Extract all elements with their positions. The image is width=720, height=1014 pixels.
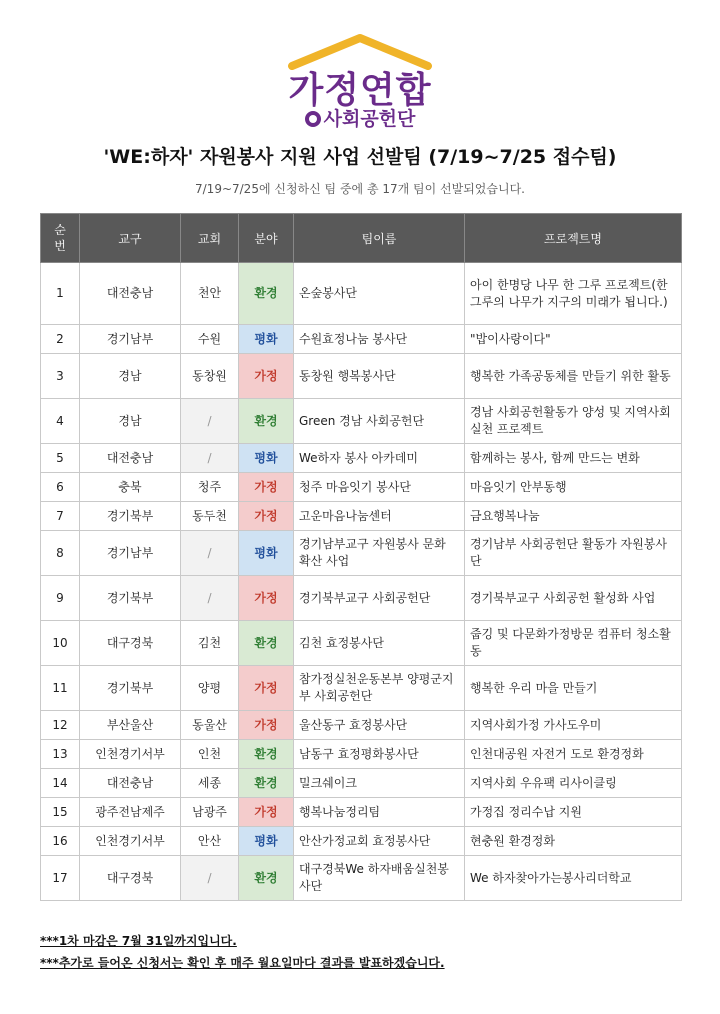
table-row (41, 502, 682, 531)
cell-church: 인천 (181, 740, 239, 769)
cell-district: 대구경북 (80, 856, 181, 901)
cell-district: 대전충남 (80, 444, 181, 473)
cell-team: 참가정실천운동본부 양평군지부 사회공헌단 (294, 666, 465, 711)
cell-team: 밀크쉐이크 (294, 769, 465, 798)
cell-team: 대구경북We 하자배움실천봉사단 (294, 856, 465, 901)
cell-project: 아이 한명당 나무 한 그루 프로젝트(한 그루의 나무가 지구의 미래가 됩니다.) (465, 263, 682, 325)
cell-church: 동창원 (181, 354, 239, 399)
cell-num: 11 (41, 666, 80, 711)
cell-district: 대구경북 (80, 621, 181, 666)
cell-num: 4 (41, 399, 80, 444)
cell-project: 지역사회가정 가사도우미 (465, 711, 682, 740)
cell-area: 가정 (239, 666, 294, 711)
cell-num: 10 (41, 621, 80, 666)
cell-area: 가정 (239, 473, 294, 502)
table-row (41, 856, 682, 901)
cell-project: 경남 사회공헌활동가 양성 및 지역사회 실천 프로젝트 (465, 399, 682, 444)
cell-project: 인천대공원 자전거 도로 환경정화 (465, 740, 682, 769)
table-header-row (41, 214, 682, 263)
cell-team: 동창원 행복봉사단 (294, 354, 465, 399)
cell-area: 환경 (239, 740, 294, 769)
header-district: 교구 (80, 214, 181, 263)
table-row (41, 621, 682, 666)
cell-area: 가정 (239, 798, 294, 827)
cell-area: 환경 (239, 399, 294, 444)
table-row (41, 711, 682, 740)
table-row (41, 576, 682, 621)
page-subtitle: 7/19~7/25에 신청하신 팀 중에 총 17개 팀이 선발되었습니다. (195, 182, 525, 196)
cell-district: 충북 (80, 473, 181, 502)
table-row (41, 263, 682, 325)
table-row (41, 325, 682, 354)
cell-num: 12 (41, 711, 80, 740)
cell-church: 천안 (181, 263, 239, 325)
cell-team: 안산가정교회 효정봉사단 (294, 827, 465, 856)
cell-area: 평화 (239, 444, 294, 473)
table-row (41, 769, 682, 798)
brand-sub-text: 사회공헌단 (323, 108, 416, 130)
cell-num: 5 (41, 444, 80, 473)
cell-project: 행복한 가족공동체를 만들기 위한 활동 (465, 354, 682, 399)
cell-project: "밥이사랑이다" (465, 325, 682, 354)
cell-num: 9 (41, 576, 80, 621)
cell-num: 17 (41, 856, 80, 901)
cell-church: 세종 (181, 769, 239, 798)
table-row (41, 473, 682, 502)
emblem-icon (305, 111, 321, 127)
cell-church: 안산 (181, 827, 239, 856)
cell-church: 수원 (181, 325, 239, 354)
cell-area: 환경 (239, 263, 294, 325)
brand-subtitle (0, 104, 720, 131)
header-church: 교회 (181, 214, 239, 263)
cell-district: 경기북부 (80, 576, 181, 621)
cell-district: 경기남부 (80, 531, 181, 576)
cell-church: / (181, 576, 239, 621)
cell-area: 평화 (239, 531, 294, 576)
cell-project: 금요행복나눔 (465, 502, 682, 531)
table-row (41, 740, 682, 769)
cell-project: 가정집 정리수납 지원 (465, 798, 682, 827)
cell-district: 인천경기서부 (80, 740, 181, 769)
table-row (41, 399, 682, 444)
cell-district: 대전충남 (80, 263, 181, 325)
cell-district: 경기남부 (80, 325, 181, 354)
cell-church: / (181, 856, 239, 901)
cell-project: 행복한 우리 마을 만들기 (465, 666, 682, 711)
table-row (41, 354, 682, 399)
cell-project: 경기남부 사회공헌단 활동가 자원봉사단 (465, 531, 682, 576)
cell-team: 수원효정나눔 봉사단 (294, 325, 465, 354)
table-body (41, 263, 682, 901)
cell-church: 양평 (181, 666, 239, 711)
cell-num: 16 (41, 827, 80, 856)
cell-area: 가정 (239, 576, 294, 621)
brand-name: 가정연합 (288, 70, 432, 111)
cell-area: 가정 (239, 502, 294, 531)
cell-num: 13 (41, 740, 80, 769)
cell-team: 경기북부교구 사회공헌단 (294, 576, 465, 621)
cell-team: 울산동구 효정봉사단 (294, 711, 465, 740)
cell-area: 환경 (239, 621, 294, 666)
note-announcement: ***추가로 들어온 신청서는 확인 후 매주 월요일마다 결과를 발표하겠습니다. (40, 956, 445, 970)
cell-project: 지역사회 우유팩 리사이클링 (465, 769, 682, 798)
cell-project: We 하자찾아가는봉사리더학교 (465, 856, 682, 901)
cell-team: 온숲봉사단 (294, 263, 465, 325)
cell-church: / (181, 399, 239, 444)
cell-district: 경기북부 (80, 666, 181, 711)
cell-project: 마음잇기 안부동행 (465, 473, 682, 502)
cell-project: 경기북부교구 사회공헌 활성화 사업 (465, 576, 682, 621)
cell-num: 14 (41, 769, 80, 798)
cell-team: Green 경남 사회공헌단 (294, 399, 465, 444)
cell-num: 15 (41, 798, 80, 827)
cell-church: 동울산 (181, 711, 239, 740)
cell-district: 광주전남제주 (80, 798, 181, 827)
cell-church: 동두천 (181, 502, 239, 531)
cell-church: 청주 (181, 473, 239, 502)
header-num: 순 번 (41, 214, 80, 263)
cell-project: 줍깅 및 다문화가정방문 컴퓨터 청소활동 (465, 621, 682, 666)
cell-area: 평화 (239, 325, 294, 354)
table-row (41, 444, 682, 473)
page-title: 'WE:하자' 자원봉사 지원 사업 선발팀 (7/19~7/25 접수팀) (103, 146, 617, 168)
cell-team: We하자 봉사 아카데미 (294, 444, 465, 473)
cell-team: 남동구 효정평화봉사단 (294, 740, 465, 769)
header-project: 프로젝트명 (465, 214, 682, 263)
cell-team: 행복나눔정리팀 (294, 798, 465, 827)
cell-church: / (181, 531, 239, 576)
cell-project: 함께하는 봉사, 함께 만드는 변화 (465, 444, 682, 473)
cell-area: 가정 (239, 354, 294, 399)
cell-num: 8 (41, 531, 80, 576)
cell-district: 대전충남 (80, 769, 181, 798)
cell-district: 경남 (80, 399, 181, 444)
note-deadline: ***1차 마감은 7월 31일까지입니다. (40, 934, 237, 948)
cell-num: 7 (41, 502, 80, 531)
cell-team: 김천 효정봉사단 (294, 621, 465, 666)
cell-area: 환경 (239, 769, 294, 798)
header-area: 분야 (239, 214, 294, 263)
notes (40, 930, 445, 974)
cell-district: 부산울산 (80, 711, 181, 740)
table-row (41, 531, 682, 576)
cell-church: 김천 (181, 621, 239, 666)
cell-church: / (181, 444, 239, 473)
selection-table (40, 213, 682, 901)
cell-area: 가정 (239, 711, 294, 740)
table-row (41, 666, 682, 711)
cell-num: 3 (41, 354, 80, 399)
cell-project: 현충원 환경정화 (465, 827, 682, 856)
cell-num: 2 (41, 325, 80, 354)
cell-district: 경남 (80, 354, 181, 399)
cell-district: 인천경기서부 (80, 827, 181, 856)
table-row (41, 827, 682, 856)
header-team: 팀이름 (294, 214, 465, 263)
cell-church: 남광주 (181, 798, 239, 827)
cell-area: 평화 (239, 827, 294, 856)
cell-num: 1 (41, 263, 80, 325)
cell-team: 청주 마음잇기 봉사단 (294, 473, 465, 502)
cell-num: 6 (41, 473, 80, 502)
table-row (41, 798, 682, 827)
cell-district: 경기북부 (80, 502, 181, 531)
cell-area: 환경 (239, 856, 294, 901)
cell-team: 경기남부교구 자원봉사 문화 확산 사업 (294, 531, 465, 576)
cell-team: 고운마음나눔센터 (294, 502, 465, 531)
